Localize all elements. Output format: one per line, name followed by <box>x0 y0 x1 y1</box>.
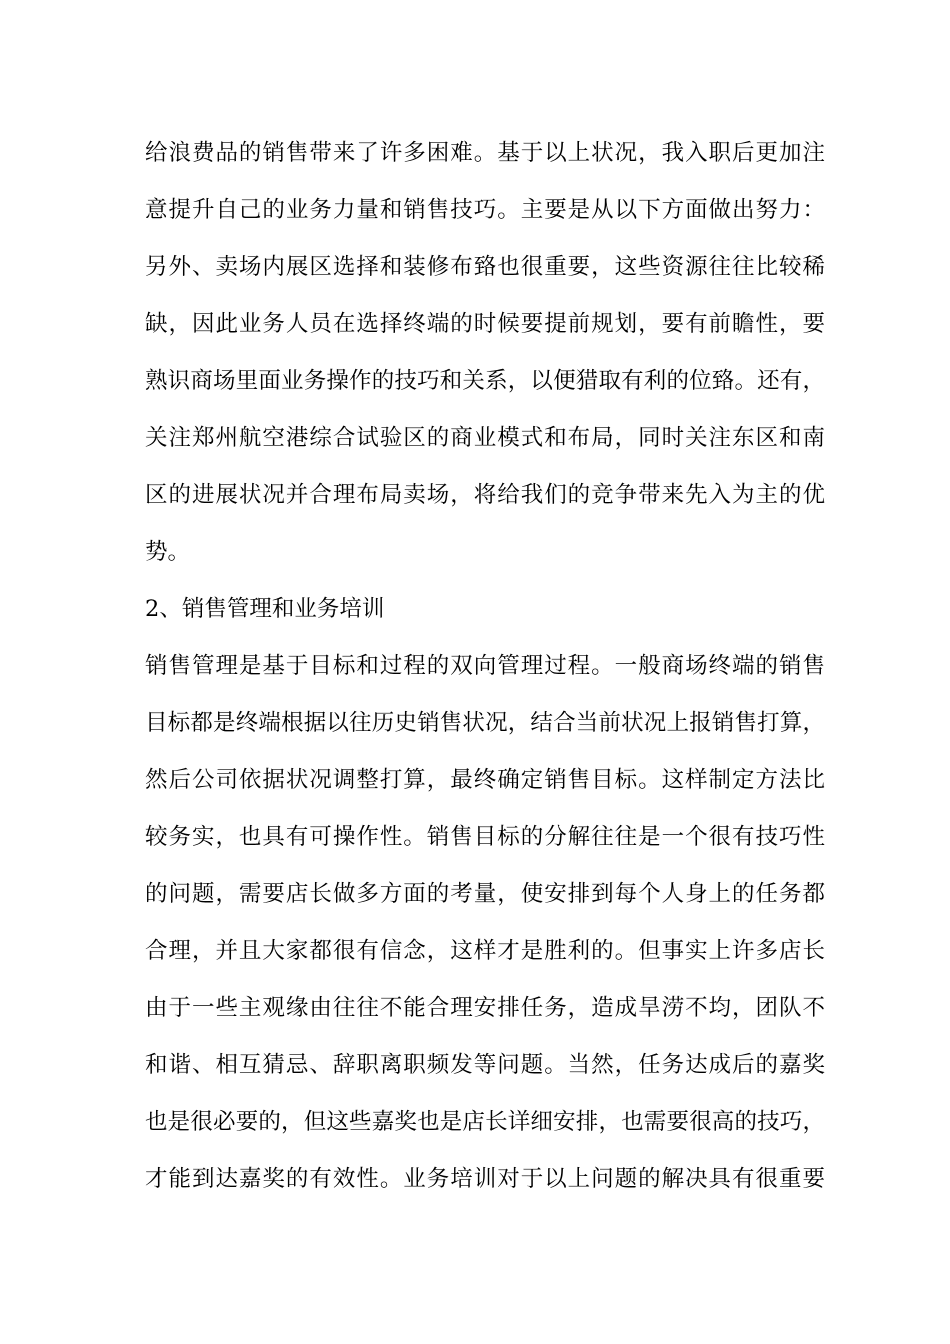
text-line: 较务实，也具有可操作性。销售目标的分解往往是一个很有技巧性 <box>145 824 825 850</box>
text-line: 缺，因此业务人员在选择终端的时候要提前规划，要有前瞻性，要 <box>145 311 825 337</box>
section-heading: 2、销售管理和业务培训 <box>145 596 385 622</box>
text-line: 熟识商场里面业务操作的技巧和关系，以便猎取有利的位臵。还有， <box>145 368 825 394</box>
text-line: 才能到达嘉奖的有效性。业务培训对于以上问题的解决具有很重要 <box>145 1166 825 1192</box>
body-text <box>145 125 825 1208</box>
text-line: 的问题，需要店长做多方面的考量，使安排到每个人身上的任务都 <box>145 881 825 907</box>
text-line: 然后公司依据状况调整打算，最终确定销售目标。这样制定方法比 <box>145 767 825 793</box>
text-line: 销售管理是基于目标和过程的双向管理过程。一般商场终端的销售 <box>145 653 825 679</box>
text-line: 由于一些主观缘由往往不能合理安排任务，造成旱涝不均，团队不 <box>145 995 825 1021</box>
text-line: 势。 <box>145 539 191 565</box>
text-line: 给浪费品的销售带来了许多困难。基于以上状况，我入职后更加注 <box>145 140 825 166</box>
text-line: 关注郑州航空港综合试验区的商业模式和布局，同时关注东区和南 <box>145 425 825 451</box>
text-line: 和谐、相互猜忌、辞职离职频发等问题。当然，任务达成后的嘉奖 <box>145 1052 825 1078</box>
text-line: 也是很必要的，但这些嘉奖也是店长详细安排，也需要很高的技巧， <box>145 1109 825 1135</box>
text-line: 意提升自己的业务力量和销售技巧。主要是从以下方面做出努力： <box>145 197 825 223</box>
text-line: 目标都是终端根据以往历史销售状况，结合当前状况上报销售打算， <box>145 710 825 736</box>
text-line: 另外、卖场内展区选择和装修布臵也很重要，这些资源往往比较稀 <box>145 254 825 280</box>
text-line: 区的进展状况并合理布局卖场，将给我们的竞争带来先入为主的优 <box>145 482 825 508</box>
text-line: 合理，并且大家都很有信念，这样才是胜利的。但事实上许多店长 <box>145 938 825 964</box>
